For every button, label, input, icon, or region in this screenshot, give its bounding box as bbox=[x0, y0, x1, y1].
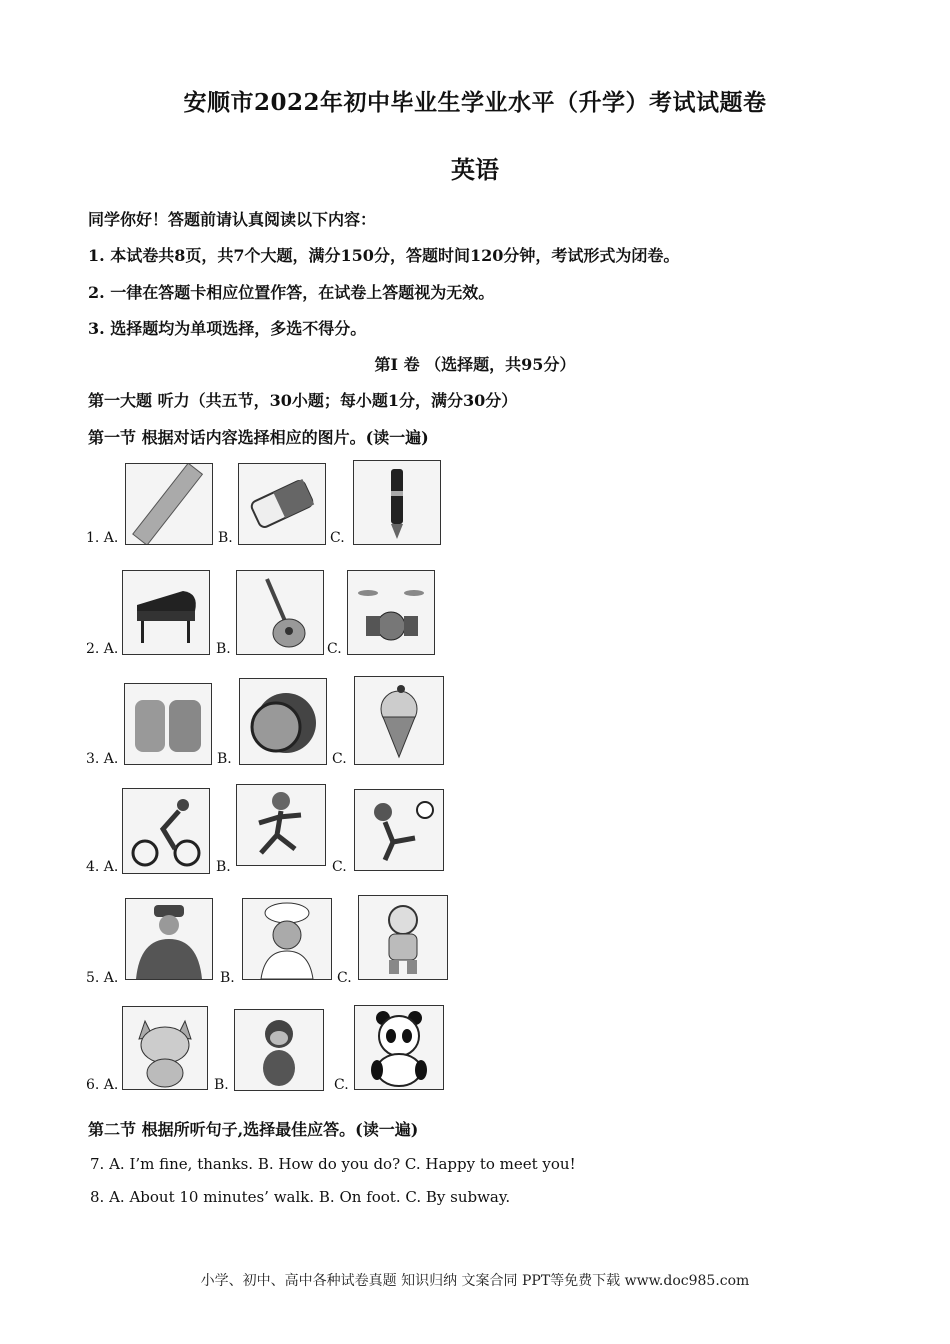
chef-icon bbox=[242, 898, 332, 980]
panda-icon bbox=[354, 1005, 444, 1090]
monkey-icon bbox=[234, 1009, 324, 1091]
ruler-icon bbox=[125, 463, 213, 545]
q1-b-label: B. bbox=[218, 530, 233, 546]
q4-label: 4. A. bbox=[86, 859, 119, 875]
instruction-3: 3. 选择题均为单项选择，多选不得分。 bbox=[88, 319, 367, 338]
police-officer-icon bbox=[125, 898, 213, 980]
question-7: 7. A. I’m fine, thanks. B. How do you do? C. Happy to meet you! bbox=[90, 1155, 576, 1173]
q5-b-label: B. bbox=[220, 970, 235, 986]
watermelon-icon bbox=[239, 678, 327, 765]
q3-c-label: C. bbox=[332, 751, 347, 767]
exam-title: 安顺市2022年初中毕业生学业水平（升学）考试试题卷 bbox=[183, 89, 767, 116]
ice-cream-icon bbox=[354, 676, 444, 765]
q2-c-label: C. bbox=[327, 641, 342, 657]
q1-label: 1. A. bbox=[86, 530, 119, 546]
section2-heading: 第二节 根据所听句子,选择最佳应答。(读一遍) bbox=[88, 1120, 419, 1139]
football-player-icon bbox=[354, 789, 444, 871]
guitar-icon bbox=[236, 570, 324, 655]
q4-c-label: C. bbox=[332, 859, 347, 875]
eraser-icon bbox=[238, 463, 326, 545]
runner-icon bbox=[236, 784, 326, 866]
q6-c-label: C. bbox=[334, 1077, 349, 1093]
subject-title: 英语 bbox=[451, 155, 499, 184]
mooncake-icon bbox=[124, 683, 212, 765]
instruction-1: 1. 本试卷共8页，共7个大题，满分150分，答题时间120分钟，考试形式为闭卷。 bbox=[88, 246, 680, 265]
cat-icon bbox=[122, 1006, 208, 1090]
part1-heading: 第一大题 听力（共五节，30小题；每小题1分，满分30分） bbox=[88, 391, 518, 410]
instructions-greeting: 同学你好！答题前请认真阅读以下内容： bbox=[88, 210, 377, 229]
q5-c-label: C. bbox=[337, 970, 352, 986]
q4-b-label: B. bbox=[216, 859, 231, 875]
instruction-2: 2. 一律在答题卡相应位置作答，在试卷上答题视为无效。 bbox=[88, 283, 495, 302]
q2-label: 2. A. bbox=[86, 641, 119, 657]
q2-b-label: B. bbox=[216, 641, 231, 657]
q1-c-label: C. bbox=[330, 530, 345, 546]
q6-b-label: B. bbox=[214, 1077, 229, 1093]
q6-label: 6. A. bbox=[86, 1077, 119, 1093]
q3-label: 3. A. bbox=[86, 751, 119, 767]
section1-heading: 第一节 根据对话内容选择相应的图片。(读一遍) bbox=[88, 428, 429, 447]
q3-b-label: B. bbox=[217, 751, 232, 767]
piano-icon bbox=[122, 570, 210, 655]
q5-label: 5. A. bbox=[86, 970, 119, 986]
question-8: 8. A. About 10 minutes’ walk. B. On foot. C. By subway. bbox=[90, 1188, 511, 1206]
pen-icon bbox=[353, 460, 441, 545]
astronaut-icon bbox=[358, 895, 448, 980]
footer-watermark: 小学、初中、高中各种试卷真题 知识归纳 文案合同 PPT等免费下载 www.doc985.com bbox=[200, 1273, 750, 1289]
drums-icon bbox=[347, 570, 435, 655]
cyclist-icon bbox=[122, 788, 210, 874]
volume-heading: 第Ⅰ 卷 （选择题，共95分） bbox=[374, 355, 576, 374]
